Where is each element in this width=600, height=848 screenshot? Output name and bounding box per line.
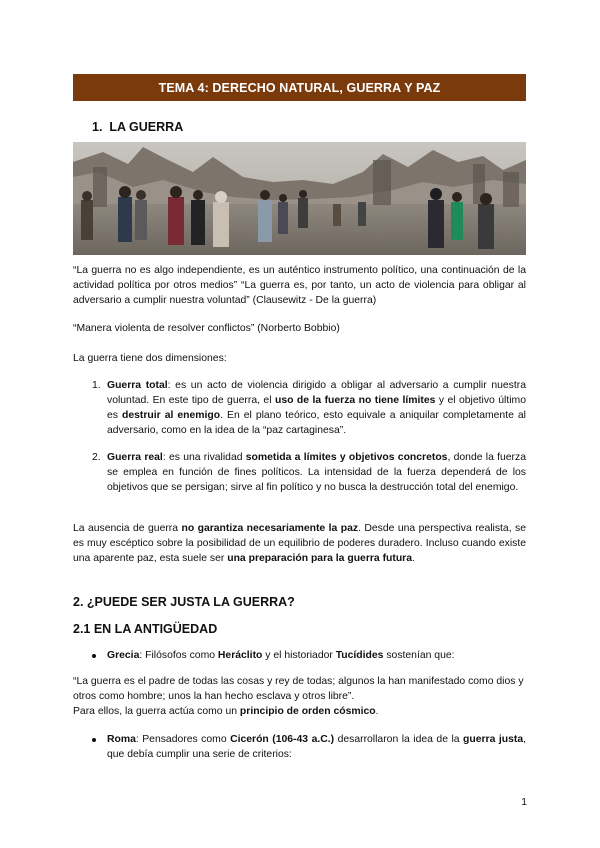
guerra-total-term: Guerra total	[107, 380, 168, 391]
section-2-1-heading: 2.1 EN LA ANTIGÜEDAD	[73, 622, 218, 636]
bullet-icon	[92, 738, 96, 742]
grecia-item	[107, 648, 526, 663]
list-item-1-text-b: y el objetivo último es	[107, 395, 526, 421]
chapter-title: TEMA 4: DERECHO NATURAL, GUERRA Y PAZ	[158, 80, 441, 95]
roma-text-b: desarrollaron la idea de la	[334, 734, 464, 745]
cosmic-text-a: Para ellos, la guerra actúa como un	[73, 706, 240, 717]
peace-text-b: . Desde una perspectiva realista, se es muy escéptico sobre la posibilidad de un equilibrio de poderes duradero. Incluso cuando existe una aparente paz, esta suele ser	[73, 523, 526, 564]
list-item-2-number: 2.	[92, 452, 101, 463]
peace-text-c: .	[412, 553, 415, 564]
list-item-1-text-c: . En el plano teórico, esto equivale a aniquilar completamente al adversario, como en la idea de la “paz cartaginesa”.	[107, 410, 526, 436]
peace-emph-a: no garantiza necesariamente la paz	[181, 523, 359, 534]
grecia-text-b: y el historiador	[262, 650, 336, 661]
ciceron-name: Cicerón (106-43 a.C.)	[230, 734, 335, 745]
tucidides-name: Tucídides	[335, 650, 384, 661]
list-item-1-emph-b: destruir al enemigo	[122, 410, 221, 421]
list-item-2-emph: sometida a límites y objetivos concretos	[245, 452, 448, 463]
bullet-icon	[92, 654, 96, 658]
chapter-title-banner	[73, 74, 526, 101]
cosmic-emph: principio de orden cósmico	[239, 706, 376, 717]
roma-item	[107, 732, 526, 762]
section-1-number: 1.	[92, 120, 103, 134]
section-1-title: LA GUERRA	[109, 120, 184, 134]
war-ruins-photo	[73, 142, 526, 255]
section-1-heading	[92, 120, 183, 134]
roma-text-c: , que debía cumplir una serie de criterios:	[107, 734, 526, 760]
page-number: 1	[521, 797, 527, 808]
heraclito-name: Heráclito	[217, 650, 263, 661]
roma-term: Roma	[107, 734, 136, 745]
roma-text-a: : Pensadores como	[135, 734, 231, 745]
peace-text-a: La ausencia de guerra	[73, 523, 182, 534]
peace-paragraph	[73, 521, 526, 566]
list-item-guerra-total	[107, 378, 526, 438]
cosmic-text-b: .	[375, 706, 379, 717]
clausewitz-quote: “La guerra no es algo independiente, es un auténtico instrumento político, una continuación de la actividad política por otros medios” “La guerra es, por tanto, un acto de violencia para obligar al adversario a cumplir nuestra voluntad” (Clausewitz - De la guerra)	[73, 265, 526, 306]
cosmic-order-line	[73, 704, 526, 719]
grecia-text-c: sostenían que:	[383, 650, 455, 661]
list-item-1-emph-a: uso de la fuerza no tiene límites	[274, 395, 436, 406]
list-item-1-number: 1.	[92, 380, 101, 391]
list-item-2-text-a: : es una rivalidad	[162, 452, 246, 463]
dimensions-intro: La guerra tiene dos dimensiones:	[73, 353, 227, 364]
grecia-term: Grecia	[107, 650, 140, 661]
heraclito-quote: “La guerra es el padre de todas las cosas y rey de todas; algunos la han manifestado como dios y otros como hombre; unos la han hecho esclava y otros libre”.	[73, 676, 524, 702]
bobbio-quote: “Manera violenta de resolver conflictos” (Norberto Bobbio)	[73, 323, 340, 334]
list-item-guerra-real	[107, 450, 526, 495]
list-item-2-text-b: , donde la fuerza se emplea en función de fines políticos. La intensidad de la fuerza dependerá de los objetivos que se persigan; sirve al fin político y no busca la destrucción total del enemigo.	[107, 452, 526, 493]
section-2-heading: 2. ¿PUEDE SER JUSTA LA GUERRA?	[73, 595, 295, 609]
list-item-1-text-a: : es un acto de violencia dirigido a obligar al adversario a cumplir nuestra voluntad. En este tipo de guerra, el	[107, 380, 526, 406]
war-ruins-photo-icon	[73, 142, 526, 255]
guerra-real-term: Guerra real	[107, 452, 163, 463]
grecia-text-a: : Filósofos como	[139, 650, 218, 661]
peace-emph-b: una preparación para la guerra futura	[227, 553, 413, 564]
guerra-justa-term: guerra justa	[463, 734, 524, 745]
